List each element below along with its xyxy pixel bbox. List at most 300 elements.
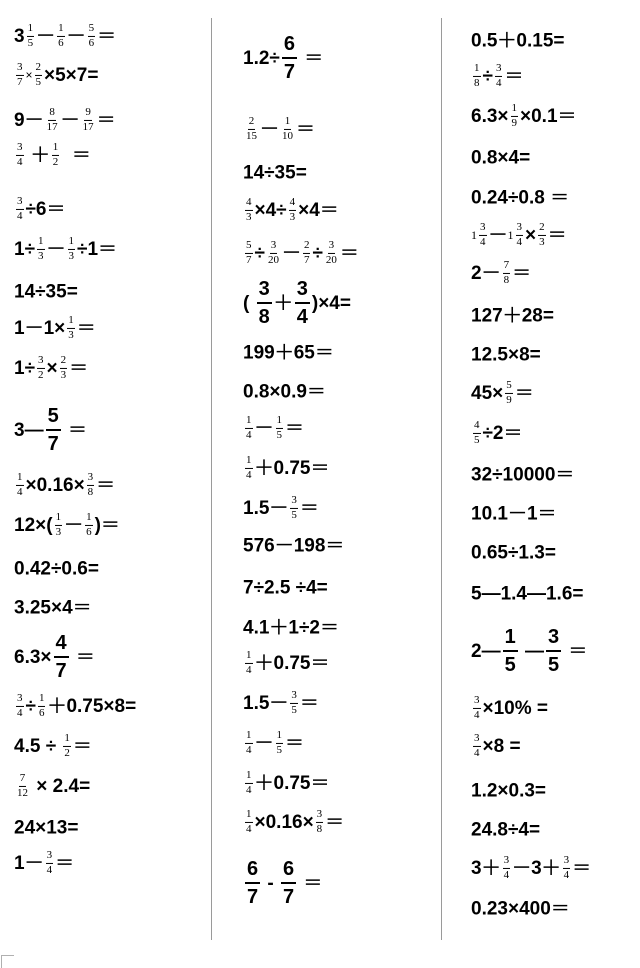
fraction: [505, 380, 513, 406]
fraction-numerator: 3: [16, 196, 24, 210]
expression-text: 576－198＝: [243, 535, 345, 557]
fraction-numerator: 3: [295, 278, 310, 304]
fraction-denominator: 15: [246, 129, 257, 142]
fraction-denominator: 9: [506, 393, 512, 406]
math-problem: [14, 62, 98, 88]
fraction-numerator: 1: [245, 415, 253, 429]
fraction: [245, 197, 253, 223]
expression-text: 3.25×4＝: [14, 597, 92, 619]
column-divider-left: [211, 18, 212, 940]
fraction-numerator: 6: [281, 858, 296, 884]
fraction: [290, 495, 298, 521]
fraction-denominator: 3: [55, 525, 62, 538]
fraction-numerator: 3: [503, 855, 511, 869]
math-problem: [14, 850, 74, 876]
fraction-denominator: 4: [480, 235, 486, 248]
expression-text: 3: [14, 25, 25, 47]
expression-text: ×5×7=: [44, 64, 99, 86]
expression-text: ＋: [25, 144, 50, 166]
expression-text: 12.5×8=: [471, 344, 541, 366]
fraction-numerator: 3: [16, 62, 24, 76]
fraction-numerator: 1: [276, 415, 284, 429]
fraction-numerator: 9: [84, 107, 92, 121]
fraction: [245, 455, 253, 481]
fraction-denominator: 6: [86, 525, 92, 538]
expression-text: ＝: [512, 262, 532, 284]
fraction-numerator: 1: [511, 103, 519, 117]
fraction-numerator: 1: [68, 236, 76, 250]
expression-text: ×0.16×: [254, 811, 314, 833]
fraction-numerator: 5: [46, 405, 61, 431]
math-problem: [471, 585, 584, 604]
expression-text: ＝: [296, 118, 316, 140]
expression-text: 5—1.4—1.6=: [471, 583, 584, 605]
fraction: [290, 690, 298, 716]
expression-text: 7÷2.5 ÷4=: [243, 577, 328, 599]
fraction-numerator: 5: [88, 23, 96, 37]
fraction-denominator: 3: [68, 328, 74, 341]
expression-text: 0.8×0.9＝: [243, 381, 326, 403]
expression-text: 0.23×400＝: [471, 898, 570, 920]
expression-text: ＝: [285, 732, 305, 754]
expression-text: 0.8×4=: [471, 147, 531, 169]
expression-text: 9－: [14, 109, 44, 131]
fraction-numerator: 3: [316, 809, 324, 823]
expression-text: ＋0.75＝: [254, 772, 330, 794]
fraction: [473, 63, 481, 89]
fraction: [87, 472, 95, 498]
fraction-numerator: 1: [38, 693, 46, 707]
fraction-denominator: 4: [503, 868, 510, 881]
fraction-denominator: 4: [246, 468, 252, 481]
fraction: [38, 693, 46, 719]
expression-text: ＝: [96, 109, 116, 131]
fraction-numerator: 6: [282, 33, 297, 59]
math-problem: [471, 900, 570, 919]
expression-text: 45×: [471, 382, 504, 404]
fraction-numerator: 7: [19, 773, 27, 787]
expression-text: 4.5 ÷: [14, 735, 62, 757]
math-problem: [243, 33, 323, 83]
expression-text: 14÷35=: [14, 281, 78, 303]
expression-text: 2—: [471, 640, 501, 662]
fraction: [511, 103, 519, 129]
fraction-numerator: 1: [37, 236, 45, 250]
fraction: [289, 197, 297, 223]
fraction-denominator: 4: [246, 663, 252, 676]
fraction-numerator: 3: [290, 690, 298, 704]
fraction: [503, 855, 511, 881]
expression-text: 0.42÷0.6=: [14, 558, 99, 580]
expression-text: ＋: [273, 292, 293, 314]
math-problem: [14, 107, 116, 133]
expression-text: ＋0.75＝: [254, 652, 330, 674]
fraction: [16, 142, 24, 168]
math-problem: [471, 222, 567, 248]
fraction-numerator: 1: [284, 116, 292, 130]
expression-text: ＝: [96, 474, 116, 496]
expression-text: 1.2÷: [243, 47, 280, 69]
math-problem: [243, 495, 319, 521]
fraction-denominator: 6: [38, 706, 45, 719]
math-problem: [243, 730, 304, 756]
fraction-numerator: 2: [248, 116, 256, 130]
fraction: [67, 315, 75, 341]
math-problem: [243, 278, 351, 328]
fraction-denominator: 8: [258, 306, 270, 328]
fraction-denominator: 7: [247, 886, 259, 908]
fraction: [68, 236, 76, 262]
math-problem: [471, 733, 521, 759]
expression-text: ＝: [72, 735, 92, 757]
fraction-numerator: 1: [245, 770, 253, 784]
expression-text: 6.3×: [471, 105, 509, 127]
expression-text: 1÷: [14, 238, 35, 260]
fraction: [503, 260, 511, 286]
fraction: [473, 420, 481, 446]
expression-text: ×0.1＝: [520, 105, 577, 127]
fraction-numerator: 4: [245, 197, 253, 211]
expression-text: ×0.16×: [25, 474, 85, 496]
math-problem: [14, 315, 96, 341]
expression-text: ＝: [514, 382, 534, 404]
fraction: [316, 809, 324, 835]
math-problem: [471, 544, 556, 563]
fraction-numerator: 2: [538, 222, 546, 236]
page-corner-mark: [1, 955, 14, 968]
expression-text: －: [46, 238, 66, 260]
math-problem: [471, 63, 523, 89]
expression-text: ÷: [25, 695, 36, 717]
math-problem: [471, 626, 587, 676]
expression-text: 3＋: [471, 857, 501, 879]
fraction-denominator: 8: [87, 485, 94, 498]
fraction-denominator: 4: [474, 708, 480, 721]
expression-text: ＝: [504, 65, 524, 87]
fraction-numerator: 1: [245, 455, 253, 469]
fraction-denominator: 7: [47, 433, 59, 455]
math-problem: [243, 770, 329, 796]
expression-text: ÷: [312, 242, 323, 264]
fraction-numerator: 1: [27, 23, 35, 37]
expression-text: －: [36, 25, 56, 47]
fraction-numerator: 1: [245, 650, 253, 664]
mixed-number-whole: 1: [507, 228, 514, 242]
expression-text: 3—: [14, 419, 44, 441]
fraction: [85, 512, 93, 538]
expression-text: 199＋65＝: [243, 342, 334, 364]
fraction-denominator: 4: [246, 783, 252, 796]
expression-text: －: [64, 514, 84, 536]
fraction-denominator: 5: [504, 654, 516, 676]
math-problem: [14, 142, 91, 168]
expression-text: 1.5－: [243, 497, 289, 519]
math-problem: [243, 579, 328, 598]
fraction: [538, 222, 546, 248]
math-problem: [14, 355, 88, 381]
math-problem: [471, 346, 541, 365]
math-problem: [243, 809, 344, 835]
fraction: [35, 62, 43, 88]
fraction: [16, 773, 29, 799]
fraction: [46, 405, 61, 455]
fraction: [27, 23, 35, 49]
fraction-numerator: 3: [16, 142, 24, 156]
fraction: [495, 63, 503, 89]
fraction-denominator: 6: [88, 36, 95, 49]
expression-text: －: [66, 25, 86, 47]
fraction: [303, 240, 311, 266]
fraction: [245, 650, 253, 676]
fraction-denominator: 10: [282, 129, 294, 142]
math-problem: [471, 782, 546, 801]
expression-text: －: [60, 109, 80, 131]
expression-text: 12×(: [14, 514, 53, 536]
fraction-denominator: 4: [17, 209, 23, 222]
math-problem: [471, 695, 548, 721]
fraction-numerator: 3: [290, 495, 298, 509]
expression-text: 0.24÷0.8 ＝: [471, 187, 570, 209]
fraction: [46, 850, 54, 876]
math-problem: [243, 164, 307, 183]
fraction-numerator: 1: [52, 142, 60, 156]
math-problem: [14, 236, 117, 262]
fraction-numerator: 4: [54, 632, 69, 658]
fraction: [245, 415, 253, 441]
expression-text: ×: [525, 224, 537, 246]
fraction-denominator: 3: [60, 368, 67, 381]
expression-text: 1－1×: [14, 317, 66, 339]
expression-text: (: [243, 292, 255, 314]
fraction-numerator: 7: [503, 260, 511, 274]
fraction-denominator: 3: [38, 249, 44, 262]
fraction-denominator: 4: [296, 306, 308, 328]
fraction-denominator: 4: [563, 868, 570, 881]
math-problem: [471, 821, 540, 840]
expression-text: 127＋28=: [471, 305, 554, 327]
math-problem: [471, 149, 530, 168]
fraction: [473, 733, 481, 759]
expression-text: ＝: [69, 357, 89, 379]
fraction-numerator: 1: [55, 512, 63, 526]
expression-text: ×10% =: [482, 697, 548, 719]
expression-text: 2－: [471, 262, 501, 284]
math-problem: [14, 599, 92, 618]
fraction-denominator: 6: [58, 36, 64, 49]
expression-text: 1.2×0.3=: [471, 780, 547, 802]
expression-text: 4.1＋1÷2＝: [243, 617, 339, 639]
fraction: [479, 222, 487, 248]
math-problem: [14, 773, 90, 799]
fraction-numerator: 3: [328, 240, 336, 254]
expression-text: 32÷10000＝: [471, 464, 575, 486]
math-problem: [14, 819, 78, 838]
fraction: [60, 355, 68, 381]
fraction: [276, 730, 284, 756]
fraction: [281, 116, 294, 142]
expression-text: ＝: [572, 857, 592, 879]
fraction-numerator: 5: [505, 380, 513, 394]
fraction-numerator: 6: [245, 858, 260, 884]
math-problem: [471, 189, 569, 208]
expression-text: 0.5＋0.15=: [471, 30, 565, 52]
expression-text: 14÷35=: [243, 162, 307, 184]
expression-text: 0.65÷1.3=: [471, 542, 556, 564]
expression-text: ＝: [299, 692, 319, 714]
fraction-denominator: 7: [283, 886, 295, 908]
fraction: [16, 693, 24, 719]
fraction-numerator: 3: [46, 850, 54, 864]
fraction-numerator: 3: [270, 240, 278, 254]
fraction-numerator: 3: [16, 693, 24, 707]
fraction: [46, 107, 59, 133]
math-problem: [243, 197, 339, 223]
fraction: [267, 240, 280, 266]
fraction-numerator: 3: [516, 222, 524, 236]
fraction-numerator: 2: [303, 240, 311, 254]
math-problem: [243, 690, 319, 716]
expression-text: 24.8÷4=: [471, 819, 541, 841]
math-problem: [471, 103, 577, 129]
math-problem: [14, 733, 92, 759]
math-problem: [14, 196, 66, 222]
math-problem: [14, 693, 136, 719]
fraction-denominator: 17: [82, 120, 94, 133]
fraction: [16, 62, 24, 88]
expression-text: 24×13=: [14, 817, 79, 839]
fraction: [281, 858, 296, 908]
expression-text: ÷2＝: [482, 422, 523, 444]
fraction-denominator: 8: [503, 273, 510, 286]
fraction: [325, 240, 338, 266]
expression-text: )＝: [94, 514, 120, 536]
math-problem: [243, 383, 326, 402]
fraction-numerator: 1: [16, 472, 24, 486]
fraction-numerator: 1: [57, 23, 65, 37]
fraction-numerator: 1: [503, 626, 518, 652]
fraction-numerator: 5: [245, 240, 253, 254]
math-problem: [243, 858, 322, 908]
fraction-numerator: 1: [85, 512, 93, 526]
fraction-denominator: 4: [17, 155, 23, 168]
fraction-denominator: 9: [511, 116, 518, 129]
expression-text: ＝: [76, 317, 96, 339]
math-problem: [243, 537, 344, 556]
expression-text: ＝: [298, 872, 323, 894]
fraction-denominator: 4: [246, 428, 252, 441]
expression-text: —: [519, 640, 544, 662]
math-problem: [243, 619, 339, 638]
fraction-denominator: 8: [474, 76, 480, 89]
expression-text: ×: [46, 357, 58, 379]
fraction-numerator: 3: [479, 222, 487, 236]
fraction: [88, 23, 96, 49]
fraction-denominator: 3: [289, 210, 296, 223]
fraction-numerator: 8: [48, 107, 56, 121]
fraction-denominator: 5: [276, 743, 283, 756]
expression-text: ×: [25, 68, 33, 82]
math-problem: [243, 344, 334, 363]
fraction: [245, 116, 258, 142]
fraction-denominator: 20: [325, 253, 337, 266]
math-problem: [14, 560, 99, 579]
fraction-denominator: 4: [474, 746, 480, 759]
fraction-denominator: 7: [303, 253, 310, 266]
fraction-denominator: 2: [64, 746, 70, 759]
expression-text: ×4÷: [254, 199, 287, 221]
fraction-denominator: 12: [17, 786, 28, 799]
math-problem: [471, 466, 574, 485]
expression-text: ＝: [563, 640, 588, 662]
expression-text: ＝: [299, 497, 319, 519]
math-problem: [471, 855, 591, 881]
fraction-denominator: 4: [17, 485, 23, 498]
fraction-numerator: 1: [276, 730, 284, 744]
expression-text: ＝: [285, 417, 305, 439]
fraction-denominator: 5: [27, 36, 34, 49]
fraction: [503, 626, 518, 676]
expression-text: －: [254, 732, 274, 754]
math-problem: [14, 405, 87, 455]
math-problem: [243, 240, 359, 266]
expression-text: 1÷: [14, 357, 35, 379]
expression-text: ＝: [55, 852, 75, 874]
expression-text: ＝: [97, 25, 117, 47]
fraction-numerator: 4: [473, 420, 481, 434]
fraction-numerator: 3: [495, 63, 503, 77]
math-problem: [471, 307, 554, 326]
fraction-numerator: 4: [289, 197, 297, 211]
math-problem: [471, 32, 565, 51]
fraction-denominator: 8: [316, 822, 323, 835]
fraction: [16, 196, 24, 222]
expression-text: 10.1－1＝: [471, 503, 557, 525]
fraction: [245, 858, 260, 908]
expression-text: ＝: [547, 224, 567, 246]
fraction: [55, 512, 63, 538]
column-divider-right: [441, 18, 442, 940]
fraction: [37, 355, 45, 381]
fraction-numerator: 1: [245, 730, 253, 744]
fraction-denominator: 5: [474, 433, 480, 446]
expression-text: －: [260, 118, 280, 140]
fraction-numerator: 3: [473, 695, 481, 709]
fraction-denominator: 20: [267, 253, 279, 266]
fraction-denominator: 5: [276, 428, 283, 441]
expression-text: ×4＝: [298, 199, 339, 221]
fraction: [37, 236, 45, 262]
expression-text: ＝: [62, 419, 87, 441]
fraction-denominator: 17: [46, 120, 58, 133]
math-problem: [243, 650, 329, 676]
fraction: [563, 855, 571, 881]
fraction: [245, 730, 253, 756]
fraction-numerator: 3: [546, 626, 561, 652]
fraction-denominator: 3: [539, 235, 545, 248]
fraction-numerator: 2: [35, 62, 43, 76]
fraction: [57, 23, 65, 49]
expression-text: －: [281, 242, 301, 264]
fraction: [276, 415, 284, 441]
fraction-denominator: 7: [55, 660, 67, 682]
expression-text: ÷1＝: [77, 238, 118, 260]
math-problem: [243, 116, 315, 142]
fraction-numerator: 3: [563, 855, 571, 869]
math-problem: [243, 415, 304, 441]
expression-text: -: [262, 872, 280, 894]
fraction-denominator: 5: [291, 508, 297, 521]
fraction-numerator: 1: [67, 315, 75, 329]
